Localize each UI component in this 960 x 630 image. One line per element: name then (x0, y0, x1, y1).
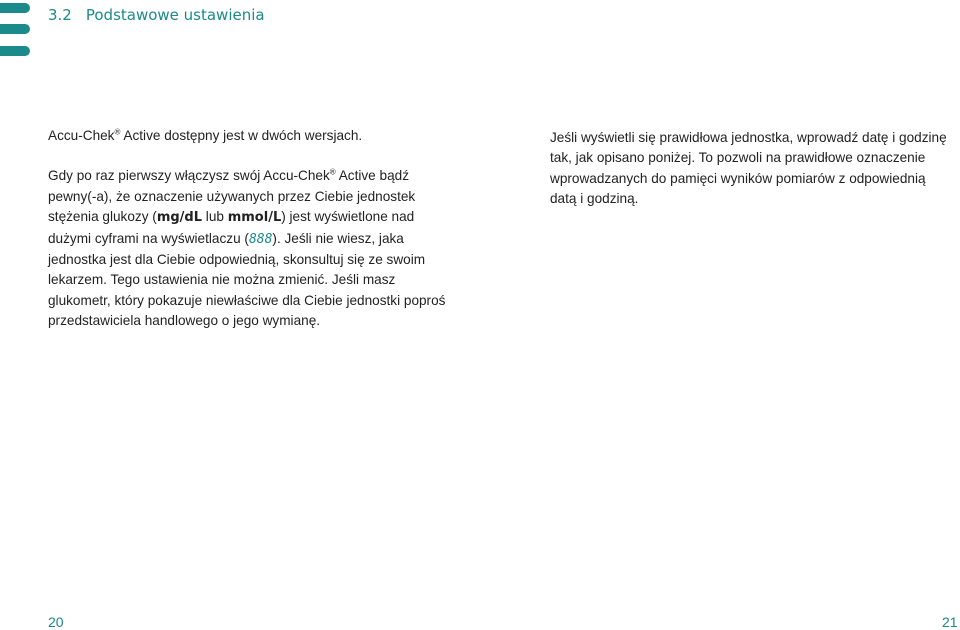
unit-mmol-l: mmol/L (227, 210, 282, 226)
left-paragraph-1 (48, 126, 458, 146)
text-fragment: ). Jeśli nie wiesz, jaka jednostka jest dla Ciebie odpowiednią, skonsultuj się ze swoim lekarzem. Tego ustawienia nie można zmienić. Jeśli masz glukometr, który pokazuje niewłaściwe dla Ciebie jednostki poproś przedstawiciela handlowego o jego wymianę. (48, 230, 446, 329)
section-heading (48, 6, 265, 24)
section-number: 3.2 (48, 6, 72, 24)
section-title: Podstawowe ustawienia (85, 6, 265, 24)
text-fragment: Active dostępny jest w dwóch wersjach. (120, 128, 363, 143)
right-paragraph-1: Jeśli wyświetli się prawidłowa jednostka, wprowadź datę i godzinę tak, jak opisano poniżej. To pozwoli na prawidłowe oznaczenie wprowadzanych do pamięci wyników pomiarów z odpowiednią datą i godziną. (550, 130, 947, 207)
text-fragment: Active bądź pewny(-a), że oznaczenie używanych przez Ciebie jednostek stężenia glukozy ( (48, 168, 416, 225)
registered-mark: ® (114, 127, 121, 137)
chapter-tab-1 (0, 3, 30, 13)
text-fragment: Accu-Chek (48, 128, 115, 143)
unit-mg-dl: mg/dL (156, 210, 203, 226)
text-fragment: Gdy po raz pierwszy włączysz swój Accu-Chek (48, 168, 330, 184)
page-number-right: 21 (942, 614, 958, 630)
chapter-tab-2 (0, 24, 30, 34)
left-paragraph-2 (48, 166, 458, 331)
text-fragment: lub (202, 209, 228, 225)
display-digits-icon: 888 (248, 231, 273, 247)
text-fragment: ) jest wyświetlone nad dużymi cyframi na wyświetlaczu ( (48, 209, 415, 246)
left-column (48, 126, 458, 332)
page-number-left: 20 (48, 614, 64, 630)
right-column (550, 128, 950, 210)
chapter-tab-3-active (0, 46, 30, 56)
registered-mark: ® (329, 167, 336, 177)
